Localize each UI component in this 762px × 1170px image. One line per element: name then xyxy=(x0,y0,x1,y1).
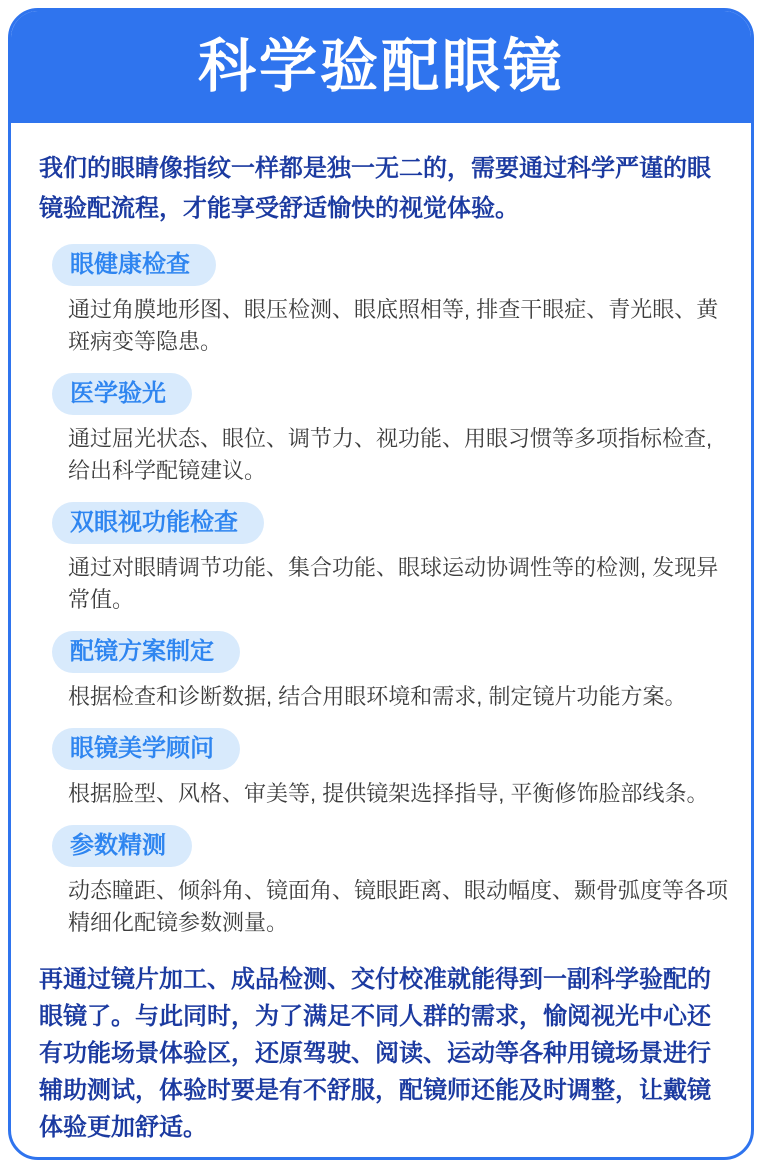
section-medical-optometry xyxy=(39,373,723,487)
header-banner xyxy=(11,11,751,123)
section-body-text: 通过角膜地形图、眼压检测、眼底照相等, 排查干眼症、青光眼、黄斑病变等隐患。 xyxy=(68,297,719,354)
card-content xyxy=(11,149,751,1146)
page-title: 科学验配眼镜 xyxy=(197,34,564,99)
section-binocular-vision-check xyxy=(39,502,723,616)
outro-paragraph: 再通过镜片加工、成品检测、交付校准就能得到一副科学验配的眼镜了。与此同时，为了满足不同人群的需求，愉阅视光中心还有功能场景体验区，还原驾驶、阅读、运动等各种用镜场景进行辅助测试，体验时要是有不舒服，配镜师还能及时调整，让戴镜体验更加舒适。 xyxy=(39,966,711,1141)
intro-paragraph: 我们的眼睛像指纹一样都是独一无二的，需要通过科学严谨的眼镜验配流程，才能享受舒适愉快的视觉体验。 xyxy=(39,155,711,222)
section-parameter-measurement xyxy=(39,825,729,939)
info-card xyxy=(8,8,754,1160)
section-fitting-plan xyxy=(39,631,723,713)
section-aesthetic-advisor xyxy=(39,728,723,810)
section-body-text: 通过对眼睛调节功能、集合功能、眼球运动协调性等的检测, 发现异常值。 xyxy=(68,555,719,612)
section-body-text: 根据脸型、风格、审美等, 提供镜架选择指导, 平衡修饰脸部线条。 xyxy=(68,781,709,806)
section-label-pill: 双眼视功能检查 xyxy=(52,502,264,544)
section-body-text: 动态瞳距、倾斜角、镜面角、镜眼距离、眼动幅度、颞骨弧度等各项精细化配镜参数测量。 xyxy=(68,878,729,935)
section-label-pill: 医学验光 xyxy=(52,373,192,415)
section-label-pill: 眼健康检查 xyxy=(52,244,216,286)
section-label-pill: 配镜方案制定 xyxy=(52,631,240,673)
section-eye-health-check xyxy=(39,244,723,358)
section-body-text: 通过屈光状态、眼位、调节力、视功能、用眼习惯等多项指标检查, 给出科学配镜建议。 xyxy=(68,426,713,483)
section-label-pill: 眼镜美学顾问 xyxy=(52,728,240,770)
section-body-text: 根据检查和诊断数据, 结合用眼环境和需求, 制定镜片功能方案。 xyxy=(68,684,687,709)
section-label-pill: 参数精测 xyxy=(52,825,192,867)
